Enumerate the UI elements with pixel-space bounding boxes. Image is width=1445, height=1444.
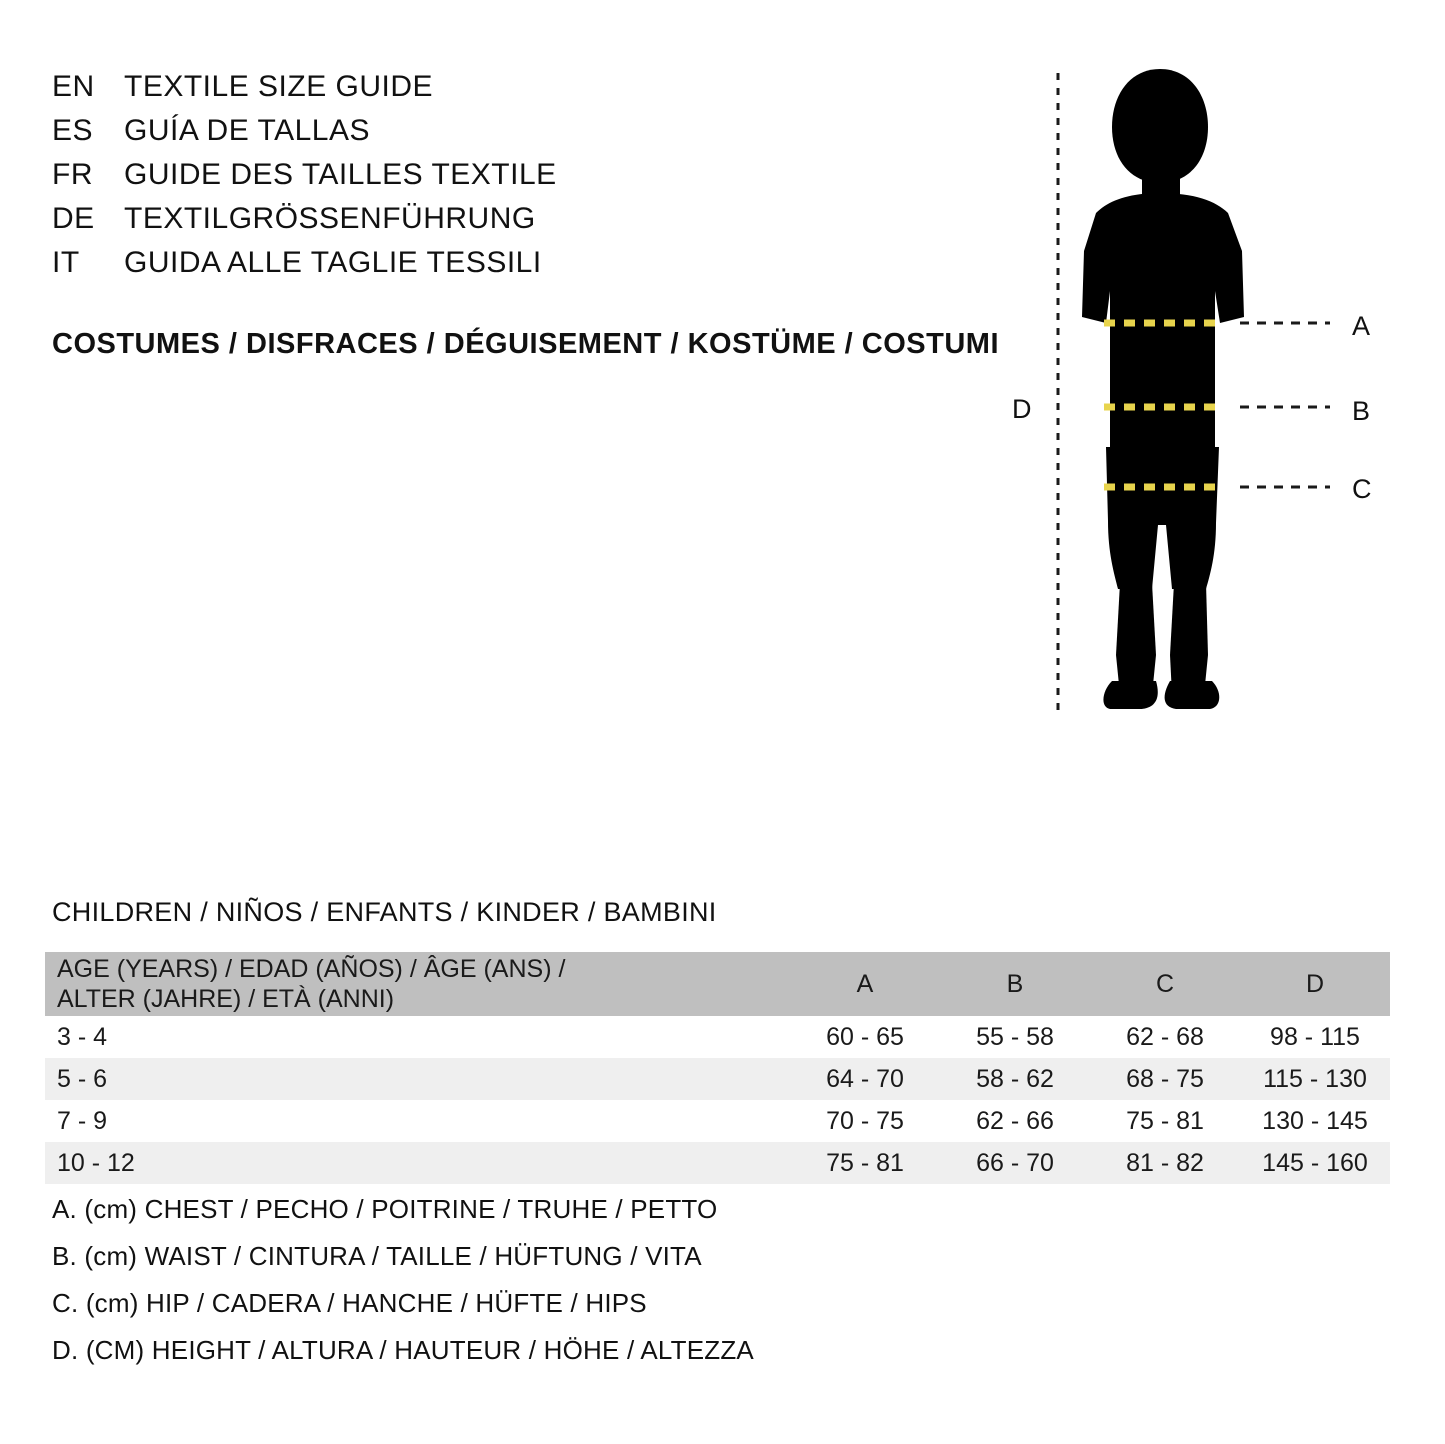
language-row-en [52, 70, 1002, 114]
cell-a: 70 - 75 [826, 1106, 904, 1135]
cell-age: 5 - 6 [57, 1064, 108, 1093]
table-row [45, 1100, 1390, 1142]
language-text-es: GUÍA DE TALLAS [124, 114, 370, 147]
cell-c: 75 - 81 [1126, 1106, 1204, 1135]
language-code-fr: FR [52, 158, 93, 191]
cell-a: 60 - 65 [826, 1022, 904, 1051]
legend-item: A. (cm) CHEST / PECHO / POITRINE / TRUHE / PETTO [52, 1194, 718, 1224]
table-row [45, 1142, 1390, 1184]
cell-age: 3 - 4 [57, 1022, 108, 1051]
silhouette-shape [1082, 69, 1244, 709]
table-row [45, 1058, 1390, 1100]
table-body [45, 1016, 1390, 1184]
cell-b: 58 - 62 [976, 1064, 1054, 1093]
language-code-en: EN [52, 70, 95, 103]
cell-d: 115 - 130 [1263, 1064, 1367, 1093]
language-row-fr [52, 158, 1002, 202]
table-header-row [45, 952, 1390, 1016]
language-row-es [52, 114, 1002, 158]
cell-b: 66 - 70 [976, 1148, 1054, 1177]
table-head [45, 952, 1390, 1016]
header-col-a: A [856, 969, 874, 998]
language-text-fr: GUIDE DES TAILLES TEXTILE [124, 158, 557, 191]
cell-a: 75 - 81 [826, 1148, 904, 1177]
header-col-c: C [1155, 969, 1175, 998]
figure-label-a: A [1352, 311, 1371, 341]
measurement-figure [1000, 55, 1410, 735]
figure-label-c: C [1352, 474, 1372, 504]
cell-a: 64 - 70 [826, 1064, 904, 1093]
header-col-d: D [1305, 969, 1325, 998]
header-age-line2: ALTER (JAHRE) / ETÀ (ANNI) [57, 985, 395, 1013]
cell-age: 7 - 9 [57, 1106, 108, 1135]
size-table [45, 952, 1390, 1184]
header-age-line1: AGE (YEARS) / EDAD (AÑOS) / ÂGE (ANS) / [57, 954, 566, 983]
language-text-de: TEXTILGRÖSSENFÜHRUNG [124, 202, 536, 235]
language-row-de [52, 202, 1002, 246]
figure-label-d: D [1012, 394, 1032, 424]
header-col-b: B [1006, 969, 1024, 998]
measurement-legend [52, 1196, 1052, 1384]
table-row [45, 1016, 1390, 1058]
language-row-it [52, 246, 1002, 290]
language-text-it: GUIDA ALLE TAGLIE TESSILI [124, 246, 542, 279]
language-text-en: TEXTILE SIZE GUIDE [124, 70, 434, 103]
table-section-title: CHILDREN / NIÑOS / ENFANTS / KINDER / BAMBINI [52, 897, 717, 927]
figure-label-b: B [1352, 396, 1371, 426]
cell-b: 62 - 66 [976, 1106, 1054, 1135]
cell-d: 145 - 160 [1262, 1148, 1368, 1177]
child-silhouette-icon [1000, 55, 1410, 735]
legend-item: D. (CM) HEIGHT / ALTURA / HAUTEUR / HÖHE / ALTEZZA [52, 1335, 754, 1365]
cell-d: 130 - 145 [1262, 1106, 1368, 1135]
cell-age: 10 - 12 [57, 1148, 135, 1177]
cell-c: 81 - 82 [1126, 1148, 1204, 1177]
cell-b: 55 - 58 [976, 1022, 1054, 1051]
cell-c: 68 - 75 [1126, 1064, 1204, 1093]
legend-item: B. (cm) WAIST / CINTURA / TAILLE / HÜFTUNG / VITA [52, 1241, 702, 1271]
header-age [45, 952, 790, 1016]
language-code-it: IT [52, 246, 80, 279]
legend-item: C. (cm) HIP / CADERA / HANCHE / HÜFTE / HIPS [52, 1288, 647, 1318]
cell-c: 62 - 68 [1126, 1022, 1204, 1051]
cell-d: 98 - 115 [1270, 1022, 1360, 1051]
category-line: COSTUMES / DISFRACES / DÉGUISEMENT / KOSTÜME / COSTUMI [52, 328, 999, 360]
language-code-es: ES [52, 114, 94, 147]
language-list [52, 70, 1002, 290]
language-code-de: DE [52, 202, 95, 235]
